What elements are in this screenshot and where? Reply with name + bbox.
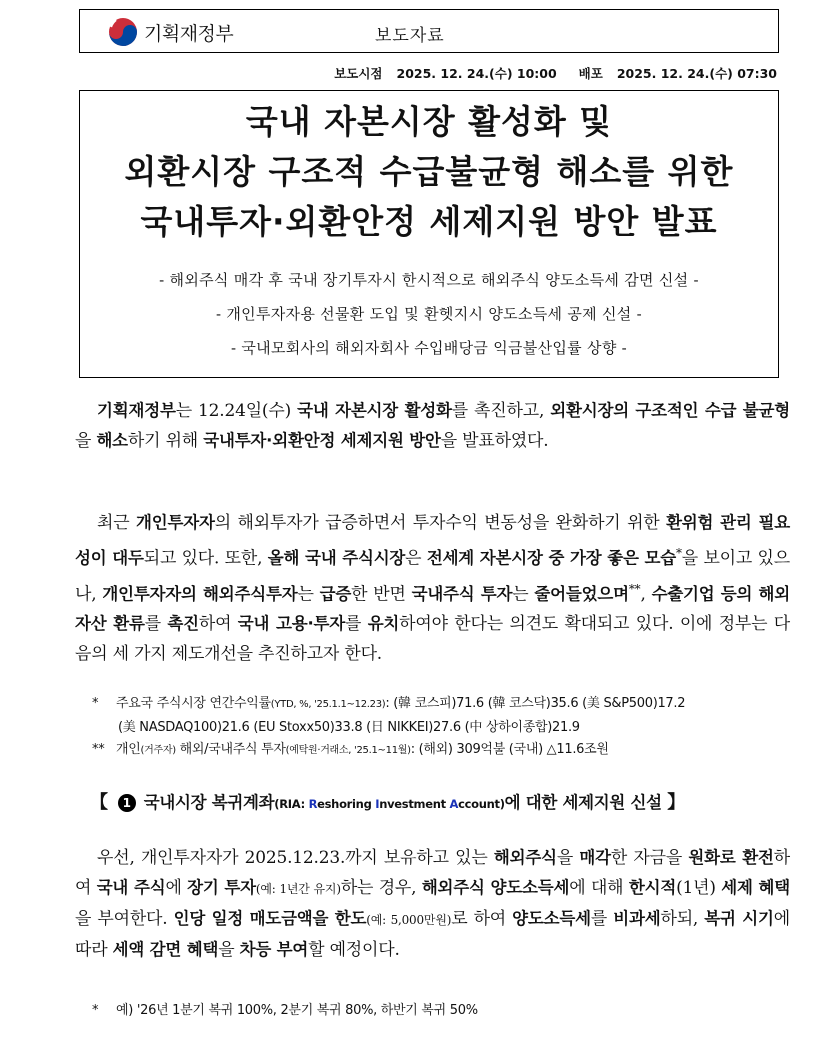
text: 의 해외투자가 급증하면서 투자수익 변동성을 완화하기 위한 [214, 513, 667, 533]
text: 를 촉진하고, [451, 401, 551, 421]
text-bold: 기획재정부 [97, 401, 176, 420]
text: 를 [345, 614, 368, 635]
text: 를 [144, 614, 168, 635]
text-bold: 한시적 [628, 878, 677, 897]
subtitle-2: - 개인투자자용 선물환 도입 및 환헷지시 양도소득세 공제 신설 - [215, 305, 643, 323]
text-bold: 인당 일정 매도금액을 한도 [173, 909, 367, 928]
footnote-mark: * [675, 546, 682, 560]
text-bold: 수출기업 등의 해외자산 환류 [75, 584, 790, 634]
text: ccount) [458, 797, 505, 811]
text-bold: 해외주식 양도소득세 [421, 878, 570, 897]
text-bold: 급증 [319, 584, 352, 604]
subtitles [80, 263, 778, 365]
text-bold: 복귀 시기 [704, 909, 774, 928]
text: 하기 위해 [127, 431, 204, 451]
text: 할 예정이다. [308, 940, 400, 960]
footnote-unit: (YTD, %, '25.1.1~12.23) [270, 699, 386, 710]
text: 에 대해 [569, 878, 629, 898]
headline-line-1: 국내 자본시장 활성화 및 [245, 102, 613, 141]
doc-type: 보도자료 [375, 26, 445, 46]
footnote-2 [92, 738, 609, 762]
footnote-mark: ** [628, 581, 641, 596]
text-bold: 매각 [579, 848, 611, 867]
headline-line-2: 외환시장 구조적 수급불균형 해소를 위한 [124, 152, 734, 191]
text: 을 부여한다. [75, 909, 174, 929]
bracket-close: 】 [667, 792, 685, 813]
text-small: (거주자) [140, 745, 176, 756]
org-name: 기획재정부 [144, 23, 234, 45]
text-bold: 비과세 [613, 909, 661, 928]
text: 하여야 한다는 의견도 확대되고 있다. 이에 정부는 다음의 세 가지 제도개선을 추진하고자 한다. [75, 614, 791, 665]
text-bold: 해소 [96, 431, 128, 450]
text: 한 반면 [351, 584, 412, 605]
accent-letter: I [375, 797, 380, 811]
text-bold: 유치 [367, 614, 400, 634]
paragraph-ria [75, 843, 790, 965]
footnote-mark: * [92, 1003, 99, 1018]
title-box [79, 90, 779, 378]
headline [80, 97, 778, 247]
footnote-values: : (韓 코스피)71.6 (韓 코스닥)35.6 (美 S&P500)17.2 [385, 696, 686, 711]
section-title [90, 788, 685, 814]
footnote-mark: ** [92, 742, 105, 757]
text-bold: 개인투자자의 해외주식투자 [102, 584, 298, 604]
headline-line-3: 국내투자·외환안정 세제지원 방안 발표 [140, 202, 718, 241]
section-title-text: 에 대한 세제지원 신설 [504, 793, 662, 812]
text-bold: 촉진 [167, 614, 199, 634]
text: 하여 [198, 614, 238, 635]
text-bold: 줄어들었으며 [534, 584, 629, 604]
text: 하는 경우, [340, 878, 422, 898]
text: 을 [218, 940, 240, 960]
footnote-3 [92, 999, 478, 1022]
text: 를 [590, 909, 614, 929]
text: 을 [75, 431, 97, 451]
text: , [640, 584, 652, 605]
text: nvestment [379, 797, 450, 811]
text: 하여 [75, 848, 790, 898]
ria-expansion [274, 797, 504, 811]
text-small: (예: 5,000만원) [366, 913, 452, 927]
text: 되고 있다. 또한, [143, 548, 268, 569]
taeguk-logo-icon [108, 17, 138, 47]
text-bold: 차등 부여 [239, 940, 309, 959]
text: (RIA: [274, 797, 309, 811]
text-bold: 국내 자본시장 활성화 [297, 401, 452, 420]
circled-number-1: 1 [118, 794, 136, 812]
text: : (해외) 309억불 (국내) △11.6조원 [410, 742, 609, 757]
text: 은 [405, 548, 427, 569]
text-bold: 국내 주식 [96, 878, 166, 897]
text: 에 따라 [75, 909, 790, 960]
text: 최근 [97, 513, 136, 533]
text-small: (예: 1년간 유지) [255, 882, 341, 896]
text: 해외/국내주식 투자 [175, 742, 286, 757]
header-box [79, 9, 779, 53]
text-bold: 세액 감면 혜택 [112, 940, 219, 959]
text: 는 12.24일(수) [175, 401, 298, 421]
text-bold: 국내 고용·투자 [237, 614, 346, 634]
footnote-label: 주요국 주식시장 연간수익률 [116, 696, 271, 711]
release-label: 보도시점 [334, 66, 383, 81]
accent-letter: A [449, 797, 459, 811]
text-bold: 올해 국내 주식시장 [267, 548, 406, 568]
distribution-value: 2025. 12. 24.(수) 07:30 [616, 66, 777, 81]
text: 는 [297, 584, 320, 605]
text-bold: 해외주식 [493, 848, 557, 867]
text: 을 보이고 있으나, [75, 548, 790, 605]
text-bold: 국내주식 투자 [411, 584, 513, 604]
footnote-1 [92, 692, 685, 739]
text-bold: 장기 투자 [187, 878, 256, 897]
text-bold: 외환시장의 구조적인 수급 불균형 [550, 401, 790, 420]
text-bold: 양도소득세 [512, 909, 591, 928]
text: 을 발표하였다. [440, 431, 549, 451]
text: (1년) [676, 878, 722, 898]
footnote-text: 예) '26년 1분기 복귀 100%, 2분기 복귀 80%, 하반기 복귀 50% [116, 1003, 478, 1018]
text-bold: 원화로 환전 [688, 848, 774, 867]
paragraph-background [75, 508, 790, 669]
text: 에 [165, 878, 188, 898]
footnote-values-2: (美 NASDAQ100)21.6 (EU Stoxx50)33.8 (日 NIKKEI)27.6 (中 상하이종합)21.9 [118, 720, 580, 735]
text-bold: 국내투자·외환안정 세제지원 방안 [203, 431, 441, 450]
text-bold: 환위험 관리 필요성이 대두 [75, 513, 791, 568]
text-small: (예탁원·거래소, '25.1~11월) [285, 745, 411, 756]
footnote-mark: * [92, 696, 99, 711]
distribution-label: 배포 [578, 66, 603, 81]
release-value: 2025. 12. 24.(수) 10:00 [396, 66, 557, 81]
text: 는 [512, 584, 535, 605]
bracket-open: 【 [90, 792, 108, 813]
text: 우선, 개인투자자가 2025.12.23.까지 보유하고 있는 [97, 848, 494, 868]
text-bold: 개인투자자 [136, 513, 215, 532]
text-bold: 세제 혜택 [721, 878, 790, 897]
subtitle-1: - 해외주식 매각 후 국내 장기투자시 한시적으로 해외주식 양도소득세 감면 신설 - [159, 271, 699, 289]
accent-letter: R [308, 797, 318, 811]
text: 을 [556, 848, 580, 868]
paragraph-intro [75, 396, 790, 456]
text: 로 하여 [451, 909, 513, 929]
text-bold: 전세계 자본시장 중 가장 좋은 모습 [426, 548, 676, 568]
text: eshoring [317, 797, 376, 811]
section-title-text: 국내시장 복귀계좌 [143, 793, 275, 812]
date-line [334, 64, 777, 82]
text: 한 자금을 [610, 848, 689, 868]
text: 개인 [116, 742, 141, 757]
subtitle-3: - 국내모회사의 해외자회사 수입배당금 익금불산입률 상향 - [230, 339, 628, 357]
text: 하되, [660, 909, 705, 929]
